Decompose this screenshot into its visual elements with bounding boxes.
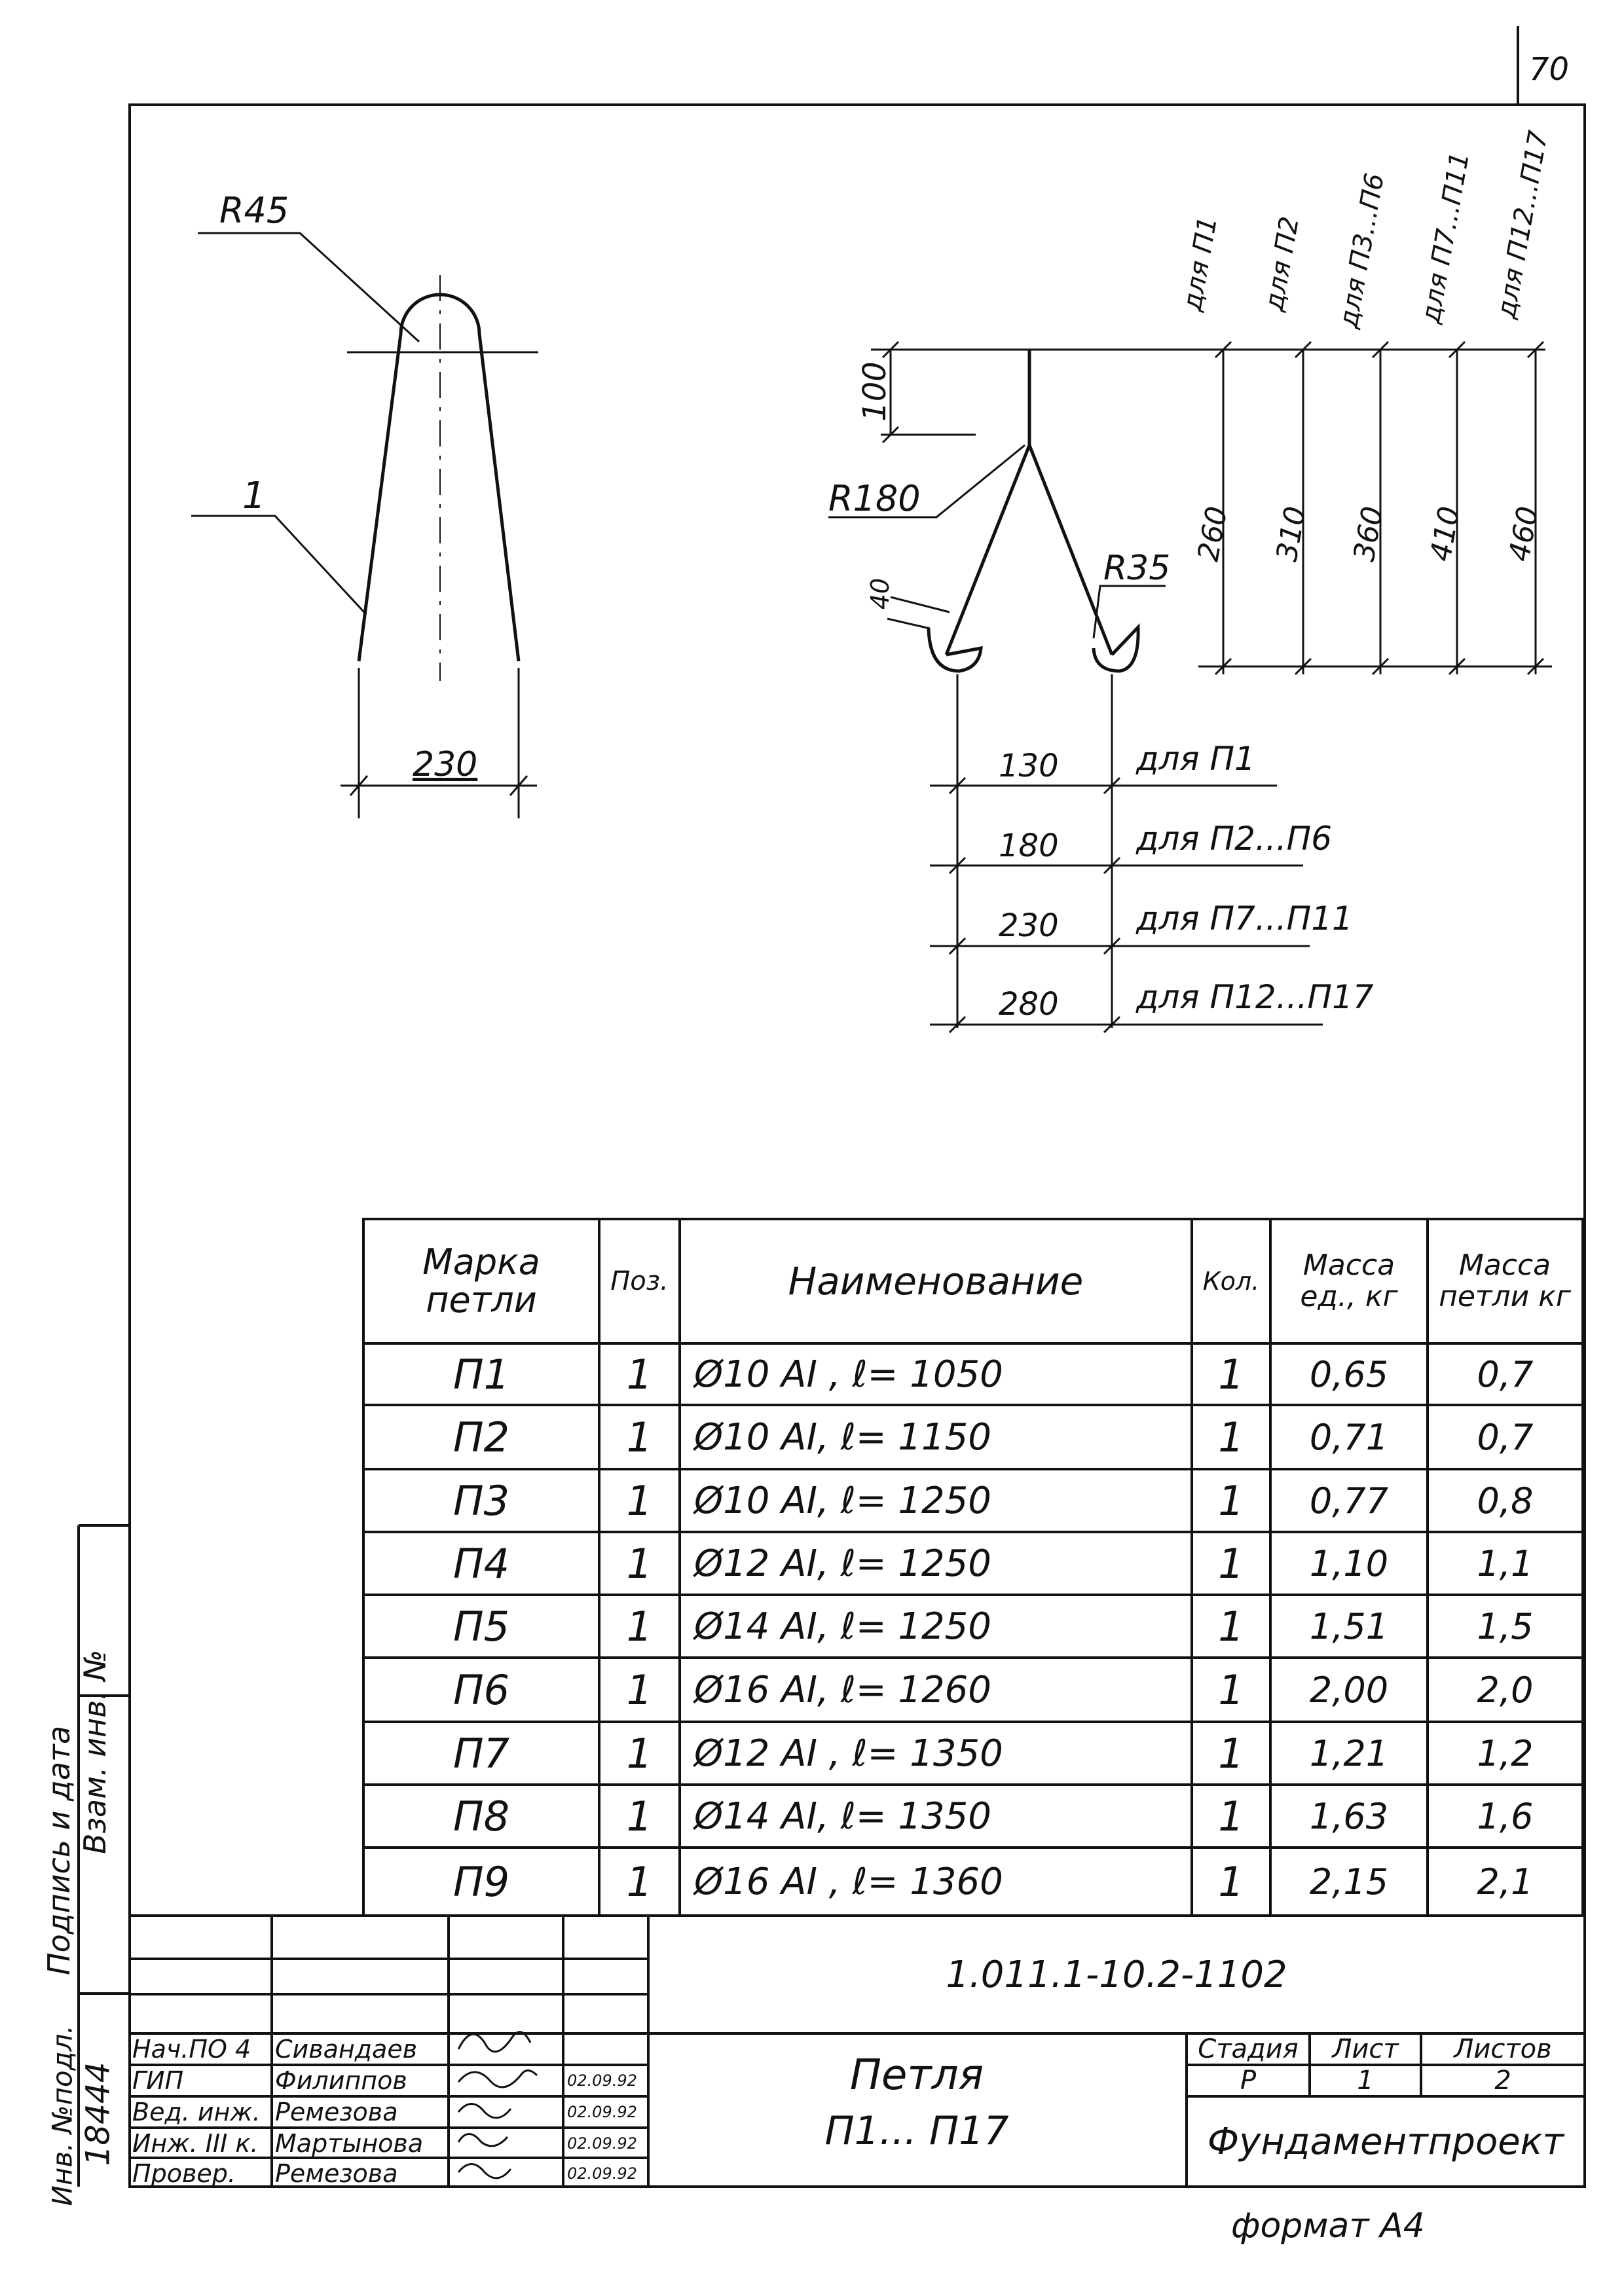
cell-name: Ø14 AI, ℓ= 1250 <box>694 1605 991 1648</box>
signer-date: 02.09.92 <box>567 2071 637 2090</box>
sheet-header: Лист <box>1332 2034 1399 2064</box>
width-row-value: 230 <box>999 907 1059 944</box>
cell-unit-mass: 1,10 <box>1309 1542 1389 1584</box>
cell-name: Ø10 AI, ℓ= 1150 <box>694 1415 991 1459</box>
cell-loop-mass: 1,1 <box>1477 1542 1534 1584</box>
cell-qty: 1 <box>1218 1539 1244 1588</box>
width-row-label: для П12...П17 <box>1136 978 1374 1016</box>
right-loop-hook-dim: 40 <box>866 577 895 610</box>
sheets-value: 2 <box>1494 2066 1511 2096</box>
signer-role: Нач.ПО 4 <box>132 2035 251 2064</box>
header-mark: Марка петли <box>422 1241 540 1321</box>
cell-loop-mass: 2,0 <box>1477 1669 1534 1711</box>
cell-mark: П1 <box>452 1350 510 1398</box>
width-row-label: для П7...П11 <box>1136 900 1353 938</box>
cell-name: Ø10 AI , ℓ= 1050 <box>694 1353 1003 1396</box>
cell-unit-mass: 1,63 <box>1309 1795 1389 1837</box>
sign-date-label: Подпись и дата <box>41 1725 77 1975</box>
stage-value: Р <box>1240 2066 1257 2096</box>
cell-loop-mass: 0,7 <box>1477 1353 1534 1395</box>
height-col-label: для П12...П17 <box>1491 128 1554 321</box>
sheets-header: Листов <box>1454 2034 1552 2064</box>
cell-mark: П9 <box>452 1857 510 1906</box>
header-name: Наименование <box>788 1259 1084 1303</box>
cell-qty: 1 <box>1218 1729 1244 1777</box>
left-loop-radius-label: R45 <box>219 190 289 231</box>
cell-unit-mass: 0,71 <box>1309 1416 1389 1458</box>
document-title: Петля <box>849 2051 984 2100</box>
cell-unit-mass: 0,65 <box>1309 1353 1389 1395</box>
left-loop-width-label: 230 <box>413 745 478 784</box>
cell-qty: 1 <box>1218 1792 1244 1840</box>
width-row-label: для П1 <box>1136 740 1255 778</box>
cell-pos: 1 <box>626 1476 653 1525</box>
cell-unit-mass: 2,00 <box>1309 1669 1389 1711</box>
header-unit-mass: Масса ед., кг <box>1300 1248 1398 1313</box>
width-row-value: 130 <box>999 748 1059 784</box>
cell-qty: 1 <box>1218 1666 1244 1714</box>
height-col-value: 460 <box>1502 503 1545 564</box>
cell-unit-mass: 2,15 <box>1309 1861 1389 1903</box>
cell-pos: 1 <box>626 1602 653 1650</box>
cell-mark: П3 <box>452 1476 510 1525</box>
height-col-value: 410 <box>1424 503 1467 564</box>
header-loop-mass: Масса петли кг <box>1439 1248 1571 1313</box>
signer-date: 02.09.92 <box>567 2164 637 2183</box>
width-row-value: 280 <box>999 986 1059 1023</box>
cell-loop-mass: 2,1 <box>1477 1861 1534 1903</box>
width-row-value: 180 <box>999 828 1059 864</box>
signature-3 <box>458 2104 511 2118</box>
cell-mark: П4 <box>452 1539 510 1588</box>
height-col-value: 310 <box>1270 503 1313 564</box>
cell-loop-mass: 0,7 <box>1477 1416 1534 1458</box>
cell-qty: 1 <box>1218 1350 1244 1398</box>
height-col-value: 260 <box>1191 503 1234 564</box>
signature-5 <box>458 2164 511 2178</box>
signer-name: Мартынова <box>275 2129 424 2158</box>
cell-qty: 1 <box>1218 1857 1244 1906</box>
cell-pos: 1 <box>626 1539 653 1588</box>
cell-name: Ø16 AI , ℓ= 1360 <box>694 1860 1003 1903</box>
signer-name: Ремезова <box>275 2159 398 2188</box>
format-label: формат А4 <box>1231 2206 1425 2246</box>
stage-header: Стадия <box>1198 2034 1299 2064</box>
right-loop-bend-radius: R180 <box>828 478 921 519</box>
cell-mark: П6 <box>452 1666 510 1714</box>
sheet-value: 1 <box>1357 2066 1374 2096</box>
document-subtitle: П1... П17 <box>824 2108 1009 2154</box>
height-col-value: 360 <box>1347 503 1390 564</box>
cell-name: Ø14 AI, ℓ= 1350 <box>694 1795 991 1838</box>
cell-pos: 1 <box>626 1413 653 1461</box>
cell-unit-mass: 0,77 <box>1309 1480 1389 1522</box>
signature-4 <box>458 2134 507 2146</box>
replace-inv-label: Взам. инв. № <box>77 1649 113 1854</box>
cell-loop-mass: 1,2 <box>1477 1732 1534 1774</box>
cell-pos: 1 <box>626 1666 653 1714</box>
organization-name: Фундаментпроект <box>1207 2120 1564 2163</box>
height-col-label: для П1 <box>1177 214 1224 314</box>
signer-name: Сивандаев <box>275 2035 418 2064</box>
cell-mark: П2 <box>452 1413 510 1461</box>
cell-loop-mass: 1,5 <box>1477 1605 1534 1647</box>
signer-date: 02.09.92 <box>567 2103 637 2121</box>
left-loop-drawing <box>191 233 538 818</box>
cell-qty: 1 <box>1218 1476 1244 1525</box>
signer-role: Провер. <box>132 2159 236 2188</box>
cell-name: Ø12 AI, ℓ= 1250 <box>694 1542 991 1585</box>
left-loop-position-label: 1 <box>242 475 266 517</box>
right-loop-top-dim: 100 <box>856 361 893 422</box>
inv-no-value: 18444 <box>79 2062 117 2166</box>
height-col-label: для П7...П11 <box>1415 149 1475 326</box>
doc-code: 1.011.1-10.2-1102 <box>946 1953 1287 1996</box>
cell-qty: 1 <box>1218 1602 1244 1650</box>
page-number: 70 <box>1529 51 1570 88</box>
cell-loop-mass: 0,8 <box>1477 1480 1534 1522</box>
cell-pos: 1 <box>626 1729 653 1777</box>
signer-name: Филиппов <box>275 2066 407 2095</box>
cell-loop-mass: 1,6 <box>1477 1795 1534 1837</box>
header-pos: Поз. <box>610 1266 669 1296</box>
right-loop-hook-radius: R35 <box>1103 549 1171 588</box>
cell-mark: П7 <box>452 1729 510 1777</box>
cell-name: Ø10 AI, ℓ= 1250 <box>694 1479 991 1522</box>
header-qty: Кол. <box>1202 1267 1260 1296</box>
width-row-label: для П2...П6 <box>1136 820 1332 858</box>
cell-pos: 1 <box>626 1857 653 1906</box>
cell-mark: П5 <box>452 1602 510 1650</box>
inv-no-label: Инв. №подл. <box>46 2025 79 2206</box>
signatures <box>458 2032 537 2178</box>
cell-unit-mass: 1,21 <box>1309 1732 1389 1774</box>
left-loop-bar <box>359 295 519 661</box>
signer-name: Ремезова <box>275 2098 398 2126</box>
cell-pos: 1 <box>626 1350 653 1398</box>
cell-name: Ø16 AI, ℓ= 1260 <box>694 1668 991 1711</box>
cell-pos: 1 <box>626 1792 653 1840</box>
cell-mark: П8 <box>452 1792 510 1840</box>
cell-qty: 1 <box>1218 1413 1244 1461</box>
height-col-label: для П2 <box>1259 214 1306 314</box>
height-col-label: для П3...П6 <box>1333 171 1391 331</box>
cell-unit-mass: 1,51 <box>1309 1605 1389 1647</box>
signer-date: 02.09.92 <box>567 2134 637 2153</box>
cell-name: Ø12 AI , ℓ= 1350 <box>694 1732 1003 1775</box>
signer-role: Инж. III к. <box>132 2129 259 2158</box>
signer-role: Вед. инж. <box>132 2098 261 2126</box>
signature-2 <box>458 2071 537 2088</box>
signature-1 <box>458 2032 530 2052</box>
signer-role: ГИП <box>132 2066 184 2095</box>
